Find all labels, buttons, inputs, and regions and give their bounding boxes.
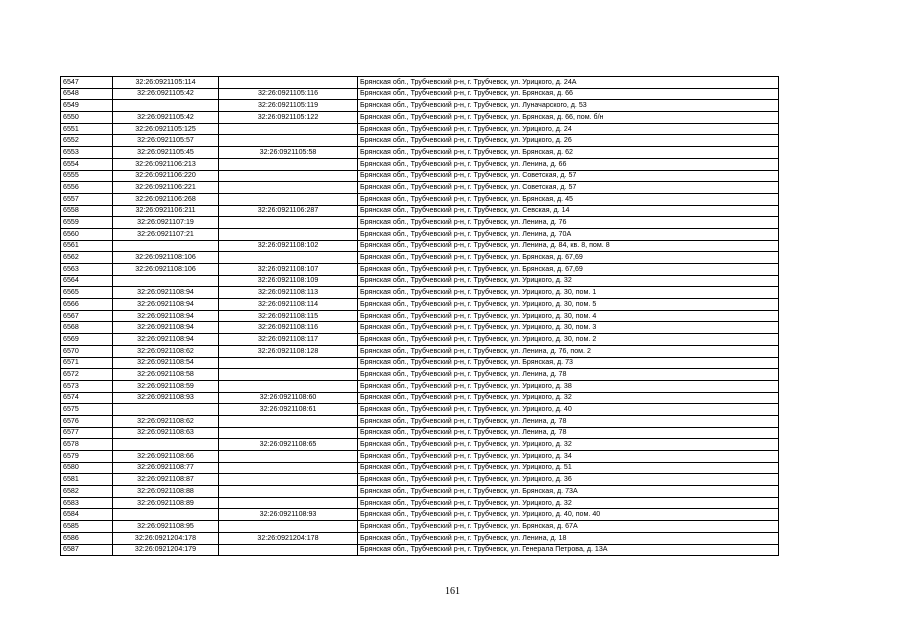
related-cadastral-cell [219, 135, 358, 147]
table-row [61, 509, 779, 521]
address-cell: Брянская обл., Трубчевский р-н, г. Трубчевск, ул. Ленина, д. 66 [358, 158, 779, 170]
table-row [61, 357, 779, 369]
table-row [61, 287, 779, 299]
address-cell: Брянская обл., Трубчевский р-н, г. Трубчевск, ул. Ленина, д. 70А [358, 228, 779, 240]
cadastral-number-cell: 32:26:0921106:221 [113, 182, 219, 194]
table-row [61, 439, 779, 451]
row-number-cell: 6570 [61, 345, 113, 357]
address-cell: Брянская обл., Трубчевский р-н, г. Трубчевск, ул. Урицкого, д. 32 [358, 497, 779, 509]
address-cell: Брянская обл., Трубчевский р-н, г. Трубчевск, ул. Брянская, д. 67А [358, 521, 779, 533]
row-number-cell: 6555 [61, 170, 113, 182]
cadastral-number-cell: 32:26:0921107:21 [113, 228, 219, 240]
address-cell: Брянская обл., Трубчевский р-н, г. Трубчевск, ул. Урицкого, д. 30, пом. 2 [358, 334, 779, 346]
table-row [61, 404, 779, 416]
table-row [61, 427, 779, 439]
table-row [61, 123, 779, 135]
related-cadastral-cell: 32:26:0921108:128 [219, 345, 358, 357]
table-row [61, 310, 779, 322]
table-row [61, 264, 779, 276]
table-row [61, 415, 779, 427]
related-cadastral-cell: 32:26:0921105:119 [219, 100, 358, 112]
cadastral-number-cell: 32:26:0921108:88 [113, 486, 219, 498]
cadastral-number-cell: 32:26:0921108:89 [113, 497, 219, 509]
table-row [61, 369, 779, 381]
row-number-cell: 6587 [61, 544, 113, 556]
address-cell: Брянская обл., Трубчевский р-н, г. Трубчевск, ул. Урицкого, д. 38 [358, 380, 779, 392]
related-cadastral-cell: 32:26:0921108:102 [219, 240, 358, 252]
table-row [61, 322, 779, 334]
row-number-cell: 6574 [61, 392, 113, 404]
cadastral-number-cell [113, 240, 219, 252]
related-cadastral-cell: 32:26:0921108:117 [219, 334, 358, 346]
table-row [61, 182, 779, 194]
related-cadastral-cell: 32:26:0921108:107 [219, 264, 358, 276]
row-number-cell: 6556 [61, 182, 113, 194]
row-number-cell: 6564 [61, 275, 113, 287]
row-number-cell: 6567 [61, 310, 113, 322]
cadastral-number-cell: 32:26:0921106:268 [113, 193, 219, 205]
cadastral-number-cell: 32:26:0921108:54 [113, 357, 219, 369]
address-cell: Брянская обл., Трубчевский р-н, г. Трубчевск, ул. Ленина, д. 18 [358, 532, 779, 544]
address-cell: Брянская обл., Трубчевский р-н, г. Трубчевск, ул. Урицкого, д. 32 [358, 439, 779, 451]
related-cadastral-cell [219, 497, 358, 509]
table-row [61, 299, 779, 311]
row-number-cell: 6583 [61, 497, 113, 509]
row-number-cell: 6558 [61, 205, 113, 217]
table-row [61, 380, 779, 392]
related-cadastral-cell: 32:26:0921108:115 [219, 310, 358, 322]
address-cell: Брянская обл., Трубчевский р-н, г. Трубчевск, ул. Урицкого, д. 32 [358, 275, 779, 287]
cadastral-number-cell [113, 404, 219, 416]
related-cadastral-cell [219, 415, 358, 427]
table-row [61, 521, 779, 533]
address-cell: Брянская обл., Трубчевский р-н, г. Трубчевск, ул. Урицкого, д. 40, пом. 40 [358, 509, 779, 521]
table-row [61, 486, 779, 498]
cadastral-number-cell: 32:26:0921108:87 [113, 474, 219, 486]
table-row [61, 532, 779, 544]
cadastral-number-cell: 32:26:0921106:213 [113, 158, 219, 170]
cadastral-number-cell: 32:26:0921106:211 [113, 205, 219, 217]
row-number-cell: 6577 [61, 427, 113, 439]
address-cell: Брянская обл., Трубчевский р-н, г. Трубчевск, ул. Луначарского, д. 53 [358, 100, 779, 112]
cadastral-number-cell: 32:26:0921108:94 [113, 334, 219, 346]
address-cell: Брянская обл., Трубчевский р-н, г. Трубчевск, ул. Урицкого, д. 51 [358, 462, 779, 474]
row-number-cell: 6547 [61, 77, 113, 89]
cadastral-number-cell: 32:26:0921108:94 [113, 322, 219, 334]
table-body [61, 77, 779, 556]
row-number-cell: 6560 [61, 228, 113, 240]
address-cell: Брянская обл., Трубчевский р-н, г. Трубчевск, ул. Советская, д. 57 [358, 170, 779, 182]
address-cell: Брянская обл., Трубчевский р-н, г. Трубчевск, ул. Брянская, д. 67,69 [358, 264, 779, 276]
related-cadastral-cell: 32:26:0921105:116 [219, 88, 358, 100]
related-cadastral-cell [219, 123, 358, 135]
row-number-cell: 6562 [61, 252, 113, 264]
row-number-cell: 6572 [61, 369, 113, 381]
cadastral-number-cell: 32:26:0921204:179 [113, 544, 219, 556]
cadastral-number-cell: 32:26:0921108:66 [113, 451, 219, 463]
table-row [61, 77, 779, 89]
row-number-cell: 6549 [61, 100, 113, 112]
table-row [61, 217, 779, 229]
cadastral-number-cell [113, 275, 219, 287]
address-cell: Брянская обл., Трубчевский р-н, г. Трубчевск, ул. Ленина, д. 78 [358, 369, 779, 381]
related-cadastral-cell [219, 544, 358, 556]
row-number-cell: 6581 [61, 474, 113, 486]
cadastral-number-cell: 32:26:0921108:59 [113, 380, 219, 392]
cadastral-number-cell: 32:26:0921108:63 [113, 427, 219, 439]
related-cadastral-cell [219, 217, 358, 229]
address-cell: Брянская обл., Трубчевский р-н, г. Трубчевск, ул. Брянская, д. 66, пом. б/н [358, 112, 779, 124]
row-number-cell: 6551 [61, 123, 113, 135]
cadastral-number-cell: 32:26:0921108:93 [113, 392, 219, 404]
related-cadastral-cell: 32:26:0921108:113 [219, 287, 358, 299]
related-cadastral-cell: 32:26:0921108:60 [219, 392, 358, 404]
cadastral-number-cell [113, 100, 219, 112]
address-cell: Брянская обл., Трубчевский р-н, г. Трубчевск, ул. Брянская, д. 67,69 [358, 252, 779, 264]
row-number-cell: 6582 [61, 486, 113, 498]
table-row [61, 497, 779, 509]
row-number-cell: 6575 [61, 404, 113, 416]
row-number-cell: 6586 [61, 532, 113, 544]
row-number-cell: 6565 [61, 287, 113, 299]
related-cadastral-cell [219, 521, 358, 533]
table-row [61, 205, 779, 217]
related-cadastral-cell: 32:26:0921108:114 [219, 299, 358, 311]
related-cadastral-cell: 32:26:0921108:93 [219, 509, 358, 521]
address-cell: Брянская обл., Трубчевский р-н, г. Трубчевск, ул. Ленина, д. 84, кв. 8, пом. 8 [358, 240, 779, 252]
row-number-cell: 6548 [61, 88, 113, 100]
cadastral-number-cell: 32:26:0921108:77 [113, 462, 219, 474]
related-cadastral-cell [219, 193, 358, 205]
address-cell: Брянская обл., Трубчевский р-н, г. Трубчевск, ул. Брянская, д. 62 [358, 147, 779, 159]
cadastral-number-cell: 32:26:0921108:106 [113, 264, 219, 276]
address-cell: Брянская обл., Трубчевский р-н, г. Трубчевск, ул. Ленина, д. 78 [358, 427, 779, 439]
related-cadastral-cell [219, 77, 358, 89]
cadastral-number-cell: 32:26:0921204:178 [113, 532, 219, 544]
table-row [61, 193, 779, 205]
cadastral-number-cell: 32:26:0921105:125 [113, 123, 219, 135]
address-cell: Брянская обл., Трубчевский р-н, г. Трубчевск, ул. Урицкого, д. 30, пом. 1 [358, 287, 779, 299]
cadastral-number-cell: 32:26:0921108:106 [113, 252, 219, 264]
related-cadastral-cell [219, 182, 358, 194]
table-row [61, 275, 779, 287]
row-number-cell: 6580 [61, 462, 113, 474]
address-cell: Брянская обл., Трубчевский р-н, г. Трубчевск, ул. Урицкого, д. 30, пом. 3 [358, 322, 779, 334]
table-row [61, 228, 779, 240]
address-cell: Брянская обл., Трубчевский р-н, г. Трубчевск, ул. Урицкого, д. 32 [358, 392, 779, 404]
address-cell: Брянская обл., Трубчевский р-н, г. Трубчевск, ул. Урицкого, д. 36 [358, 474, 779, 486]
cadastral-number-cell: 32:26:0921105:45 [113, 147, 219, 159]
table-row [61, 240, 779, 252]
address-cell: Брянская обл., Трубчевский р-н, г. Трубчевск, ул. Брянская, д. 73А [358, 486, 779, 498]
row-number-cell: 6585 [61, 521, 113, 533]
related-cadastral-cell: 32:26:0921108:116 [219, 322, 358, 334]
cadastral-number-cell: 32:26:0921108:58 [113, 369, 219, 381]
related-cadastral-cell [219, 380, 358, 392]
row-number-cell: 6559 [61, 217, 113, 229]
related-cadastral-cell [219, 170, 358, 182]
related-cadastral-cell [219, 451, 358, 463]
related-cadastral-cell: 32:26:0921108:61 [219, 404, 358, 416]
address-cell: Брянская обл., Трубчевский р-н, г. Трубчевск, ул. Урицкого, д. 24 [358, 123, 779, 135]
cadastral-number-cell: 32:26:0921108:62 [113, 345, 219, 357]
address-cell: Брянская обл., Трубчевский р-н, г. Трубчевск, ул. Генерала Петрова, д. 13А [358, 544, 779, 556]
related-cadastral-cell [219, 486, 358, 498]
address-cell: Брянская обл., Трубчевский р-н, г. Трубчевск, ул. Брянская, д. 45 [358, 193, 779, 205]
row-number-cell: 6569 [61, 334, 113, 346]
cadastral-number-cell: 32:26:0921106:220 [113, 170, 219, 182]
related-cadastral-cell: 32:26:0921108:65 [219, 439, 358, 451]
cadastral-number-cell: 32:26:0921105:42 [113, 88, 219, 100]
row-number-cell: 6578 [61, 439, 113, 451]
row-number-cell: 6576 [61, 415, 113, 427]
address-cell: Брянская обл., Трубчевский р-н, г. Трубчевск, ул. Урицкого, д. 34 [358, 451, 779, 463]
cadastral-number-cell: 32:26:0921108:62 [113, 415, 219, 427]
table-row [61, 392, 779, 404]
cadastral-number-cell: 32:26:0921105:42 [113, 112, 219, 124]
related-cadastral-cell: 32:26:0921204:178 [219, 532, 358, 544]
address-cell: Брянская обл., Трубчевский р-н, г. Трубчевск, ул. Урицкого, д. 30, пом. 5 [358, 299, 779, 311]
related-cadastral-cell [219, 357, 358, 369]
table-row [61, 158, 779, 170]
cadastral-number-cell: 32:26:0921108:94 [113, 299, 219, 311]
related-cadastral-cell [219, 462, 358, 474]
address-cell: Брянская обл., Трубчевский р-н, г. Трубчевск, ул. Ленина, д. 76 [358, 217, 779, 229]
address-cell: Брянская обл., Трубчевский р-н, г. Трубчевск, ул. Урицкого, д. 24А [358, 77, 779, 89]
address-cell: Брянская обл., Трубчевский р-н, г. Трубчевск, ул. Брянская, д. 66 [358, 88, 779, 100]
related-cadastral-cell [219, 474, 358, 486]
row-number-cell: 6563 [61, 264, 113, 276]
table-row [61, 544, 779, 556]
row-number-cell: 6554 [61, 158, 113, 170]
related-cadastral-cell [219, 158, 358, 170]
related-cadastral-cell: 32:26:0921105:58 [219, 147, 358, 159]
cadastral-number-cell: 32:26:0921108:94 [113, 287, 219, 299]
row-number-cell: 6566 [61, 299, 113, 311]
row-number-cell: 6573 [61, 380, 113, 392]
cadastral-table [60, 76, 779, 556]
address-cell: Брянская обл., Трубчевский р-н, г. Трубчевск, ул. Урицкого, д. 26 [358, 135, 779, 147]
address-cell: Брянская обл., Трубчевский р-н, г. Трубчевск, ул. Ленина, д. 76, пом. 2 [358, 345, 779, 357]
cadastral-number-cell: 32:26:0921108:95 [113, 521, 219, 533]
table-row [61, 474, 779, 486]
table-row [61, 462, 779, 474]
table-row [61, 252, 779, 264]
cadastral-number-cell [113, 509, 219, 521]
related-cadastral-cell: 32:26:0921108:109 [219, 275, 358, 287]
related-cadastral-cell [219, 228, 358, 240]
related-cadastral-cell [219, 427, 358, 439]
table-row [61, 147, 779, 159]
table-row [61, 135, 779, 147]
row-number-cell: 6557 [61, 193, 113, 205]
related-cadastral-cell [219, 252, 358, 264]
related-cadastral-cell [219, 369, 358, 381]
table-row [61, 112, 779, 124]
row-number-cell: 6550 [61, 112, 113, 124]
cadastral-number-cell: 32:26:0921105:114 [113, 77, 219, 89]
address-cell: Брянская обл., Трубчевский р-н, г. Трубчевск, ул. Советская, д. 57 [358, 182, 779, 194]
related-cadastral-cell: 32:26:0921105:122 [219, 112, 358, 124]
row-number-cell: 6553 [61, 147, 113, 159]
table-row [61, 451, 779, 463]
cadastral-number-cell [113, 439, 219, 451]
row-number-cell: 6561 [61, 240, 113, 252]
cadastral-number-cell: 32:26:0921107:19 [113, 217, 219, 229]
row-number-cell: 6552 [61, 135, 113, 147]
row-number-cell: 6579 [61, 451, 113, 463]
address-cell: Брянская обл., Трубчевский р-н, г. Трубчевск, ул. Ленина, д. 78 [358, 415, 779, 427]
address-cell: Брянская обл., Трубчевский р-н, г. Трубчевск, ул. Севская, д. 14 [358, 205, 779, 217]
table-row [61, 334, 779, 346]
row-number-cell: 6571 [61, 357, 113, 369]
address-cell: Брянская обл., Трубчевский р-н, г. Трубчевск, ул. Брянская, д. 73 [358, 357, 779, 369]
table-row [61, 345, 779, 357]
related-cadastral-cell: 32:26:0921106:287 [219, 205, 358, 217]
table-row [61, 170, 779, 182]
row-number-cell: 6584 [61, 509, 113, 521]
address-cell: Брянская обл., Трубчевский р-н, г. Трубчевск, ул. Урицкого, д. 30, пом. 4 [358, 310, 779, 322]
address-cell: Брянская обл., Трубчевский р-н, г. Трубчевск, ул. Урицкого, д. 40 [358, 404, 779, 416]
cadastral-number-cell: 32:26:0921108:94 [113, 310, 219, 322]
table-row [61, 88, 779, 100]
row-number-cell: 6568 [61, 322, 113, 334]
cadastral-number-cell: 32:26:0921105:57 [113, 135, 219, 147]
table-row [61, 100, 779, 112]
page-number: 161 [445, 586, 460, 597]
